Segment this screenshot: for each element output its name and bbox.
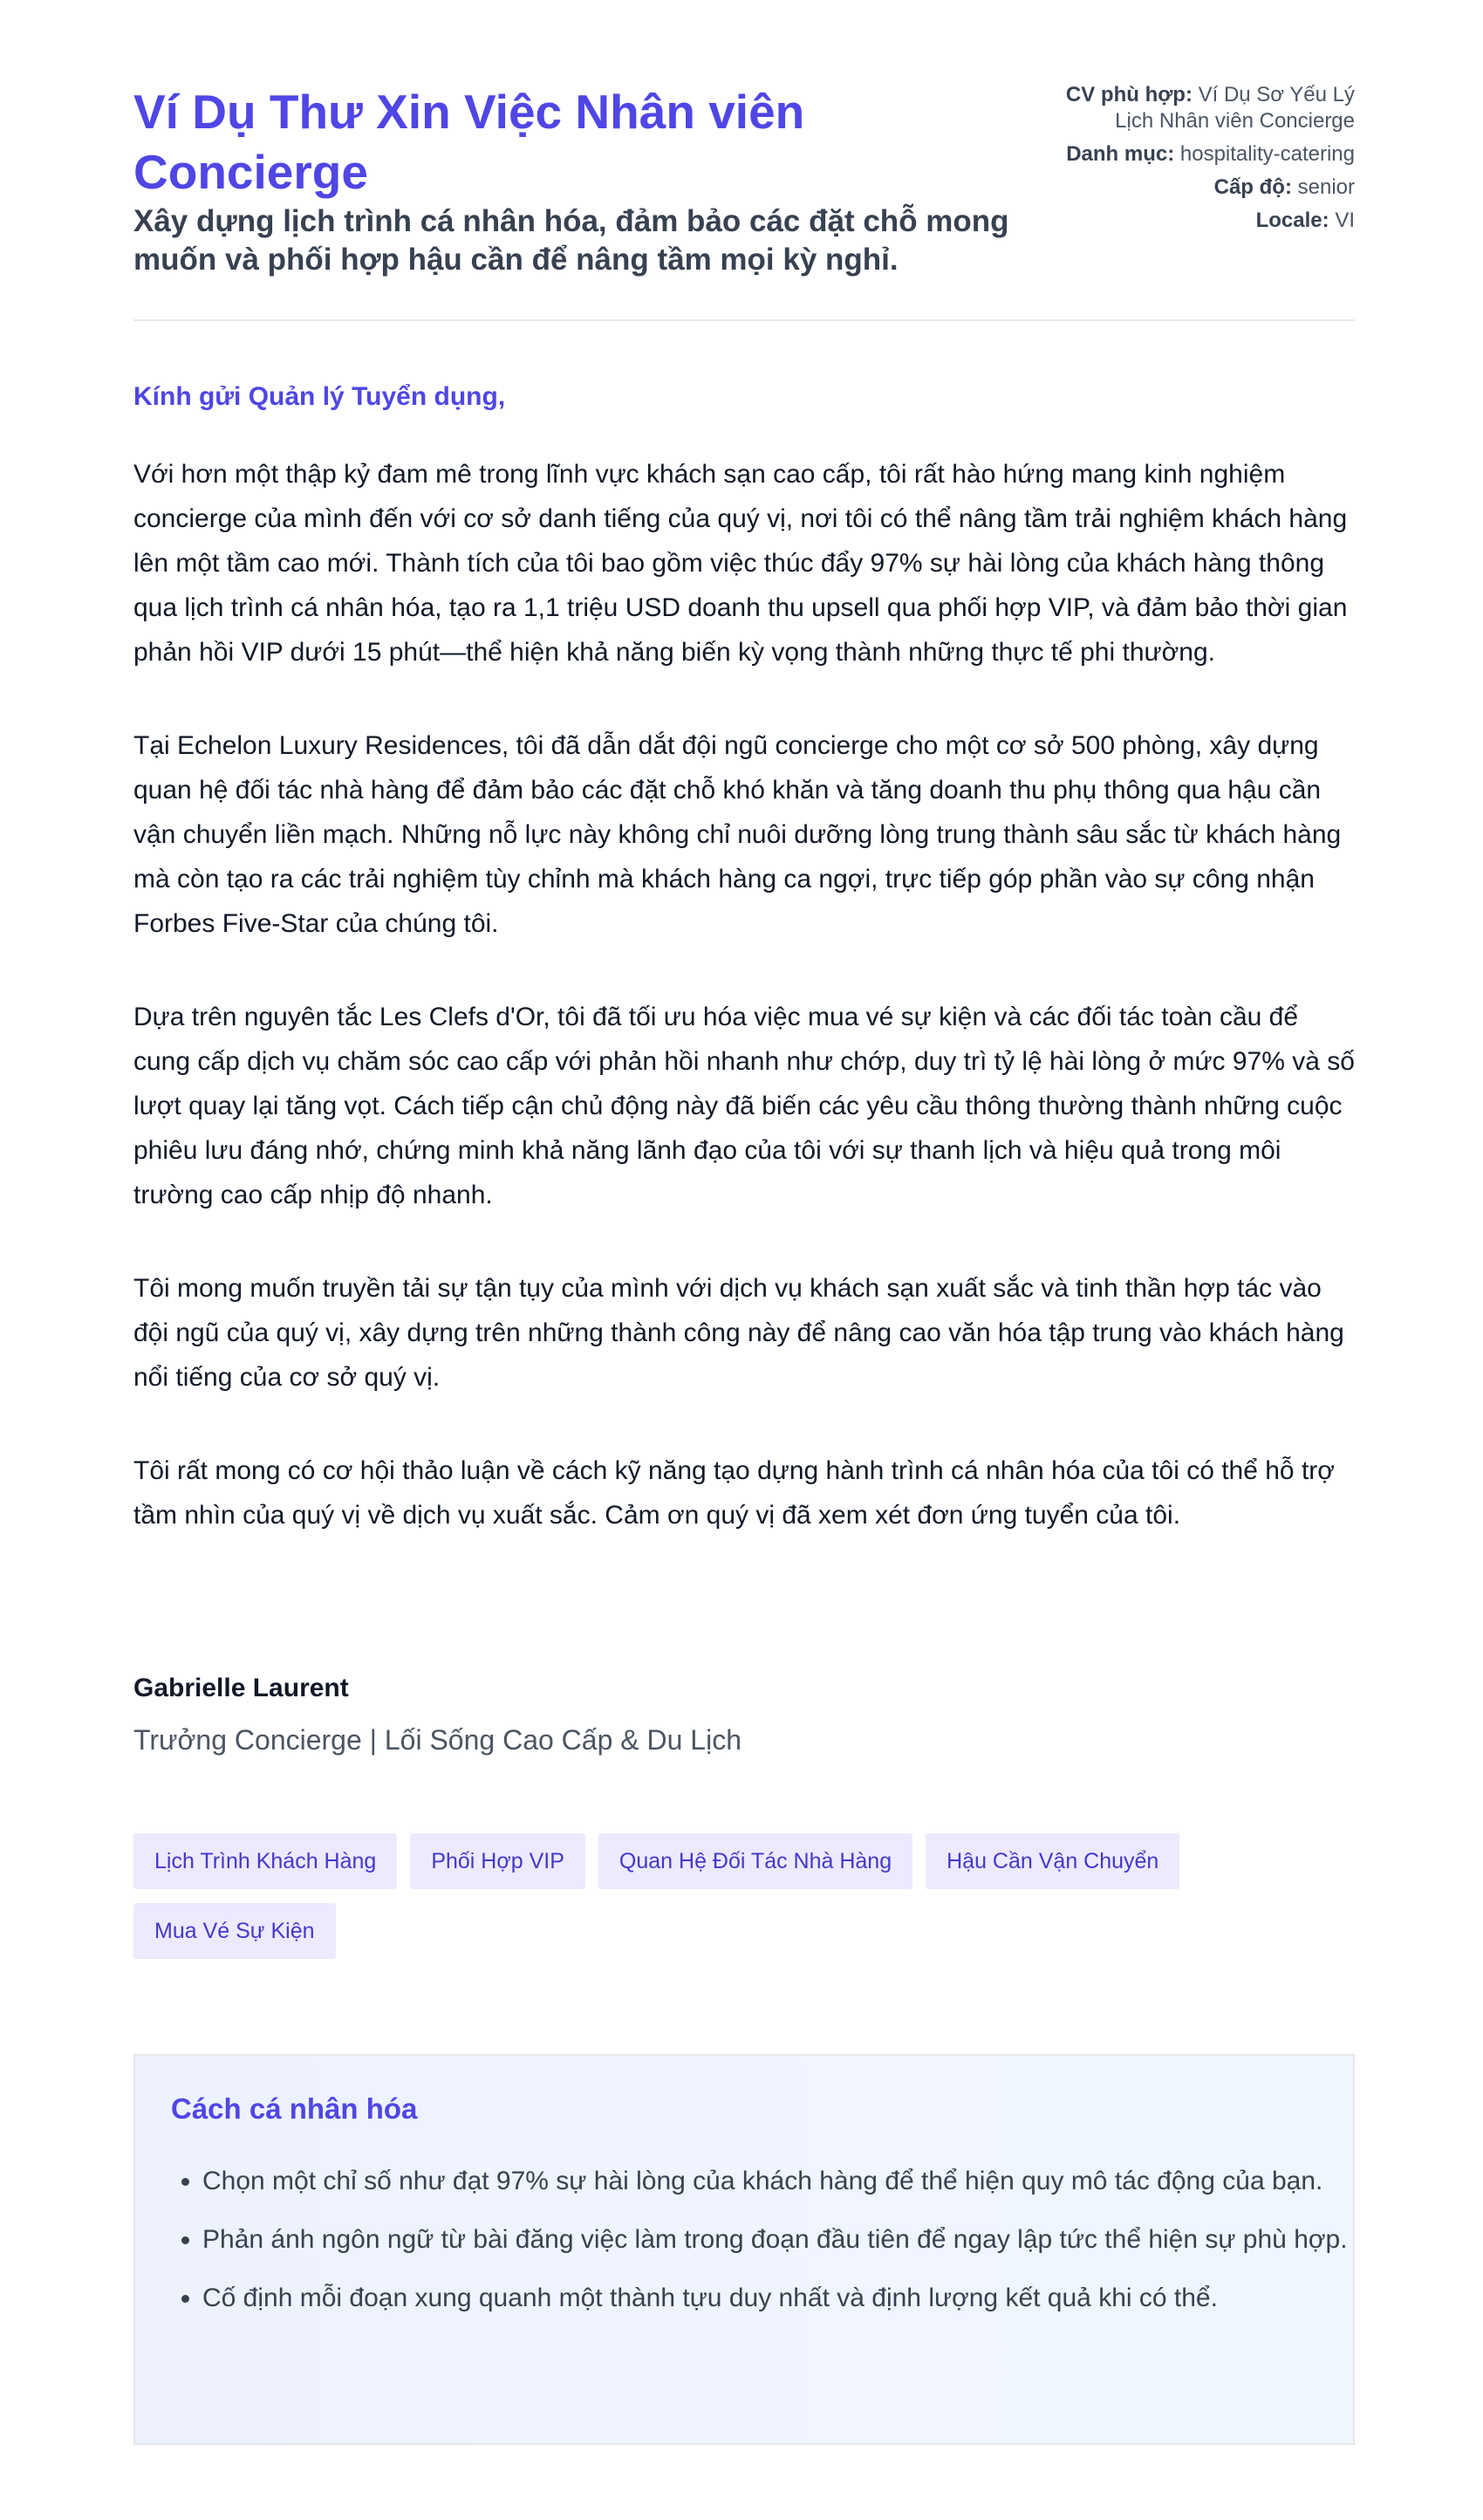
meta-level — [1041, 175, 1355, 201]
letter-paragraph: Tôi rất mong có cơ hội thảo luận về cách kỹ năng tạo dựng hành trình cá nhân hóa của tôi có thể hỗ trợ tầm nhìn của quý vị về dịch vụ xuất sắc. Cảm ơn quý vị đã xem xét đơn ứng tuyển của tôi. — [133, 1456, 1335, 1530]
meta-locale — [1041, 208, 1355, 234]
letter-paragraph: Dựa trên nguyên tắc Les Clefs d'Or, tôi đã tối ưu hóa việc mua vé sự kiện và các đối tác toàn cầu để cung cấp dịch vụ chăm sóc cao cấp với phản hồi nhanh như chớp, duy trì tỷ lệ hài lòng ở mức 97% và số lượt quay lại tăng vọt. Cách tiếp cận chủ động này đã biến các yêu cầu thông thường thành những cuộc phiêu lưu đáng nhớ, chứng minh khả năng lãnh đạo của tôi với sự thanh lịch và hiệu quả trong môi trường cao cấp nhịp độ nhanh. — [133, 1003, 1355, 1209]
skill-tag: Phối Hợp VIP — [410, 1833, 585, 1889]
meta-cv — [1041, 82, 1355, 134]
skill-tag: Mua Vé Sự Kiện — [133, 1903, 336, 1959]
meta-level-label: Cấp độ: — [1213, 175, 1292, 199]
meta-category-value: hospitality-catering — [1179, 142, 1355, 166]
meta-level-value: senior — [1297, 175, 1355, 199]
meta-category — [1041, 141, 1355, 168]
letter-paragraph: Tại Echelon Luxury Residences, tôi đã dẫn dắt đội ngũ concierge cho một cơ sở 500 phòng, xây dựng quan hệ đối tác nhà hàng để đảm bảo các đặt chỗ khó khăn và tăng doanh thu phụ thông qua hậu cần vận chuyển liền mạch. Những nỗ lực này không chỉ nuôi dưỡng lòng trung thành sâu sắc từ khách hàng mà còn tạo ra các trải nghiệm tùy chỉnh mà khách hàng ca ngợi, trực tiếp góp phần vào sự công nhận Forbes Five-Star của chúng tôi. — [133, 731, 1342, 938]
meta-cv-label: CV phù hợp: — [1065, 83, 1193, 106]
signature-name: Gabrielle Laurent — [133, 1674, 349, 1702]
meta-cv-value[interactable]: Ví Dụ Sơ Yếu Lý Lịch Nhân viên Concierge — [1115, 83, 1355, 133]
meta-locale-label: Locale: — [1255, 209, 1329, 232]
skill-tag: Quan Hệ Đối Tác Nhà Hàng — [598, 1833, 912, 1889]
skill-tag: Hậu Cần Vận Chuyển — [926, 1833, 1179, 1889]
meta-category-label: Danh mục: — [1066, 142, 1175, 166]
personalization-tips — [133, 2054, 1355, 2445]
signature-title: Trưởng Concierge | Lối Sống Cao Cấp & Du Lịch — [133, 1724, 742, 1756]
letter-greeting: Kính gửi Quản lý Tuyển dụng, — [133, 382, 506, 411]
page-header — [133, 82, 1355, 283]
meta-locale-value: VI — [1335, 209, 1355, 232]
tip-item: • Cố định mỗi đoạn xung quanh một thành tựu duy nhất và định lượng kết quả khi có thể. — [202, 2276, 1354, 2320]
skill-tags — [133, 1833, 1355, 1959]
letter-paragraph: Với hơn một thập kỷ đam mê trong lĩnh vực khách sạn cao cấp, tôi rất hào hứng mang kinh nghiệm concierge của mình đến với cơ sở danh tiếng của quý vị, nơi tôi có thể nâng tầm trải nghiệm khách hàng lên một tầm cao mới. Thành tích của tôi bao gồm việc thúc đẩy 97% sự hài lòng của khách hàng thông qua lịch trình cá nhân hóa, tạo ra 1,1 triệu USD doanh thu upsell qua phối hợp VIP, và đảm bảo thời gian phản hồi VIP dưới 15 phút—thể hiện khả năng biến kỳ vọng thành những thực tế phi thường. — [133, 460, 1348, 667]
letter-paragraph: Tôi mong muốn truyền tải sự tận tụy của mình với dịch vụ khách sạn xuất sắc và tinh thần hợp tác vào đội ngũ của quý vị, xây dựng trên những thành công này để nâng cao văn hóa tập trung vào khách hàng nổi tiếng của cơ sở quý vị. — [133, 1274, 1344, 1392]
header-divider — [133, 319, 1355, 321]
tips-title: Cách cá nhân hóa — [171, 2092, 418, 2125]
skill-tag: Lịch Trình Khách Hàng — [133, 1833, 397, 1889]
page-title: Ví Dụ Thư Xin Việc Nhân viên Concierge — [133, 85, 805, 199]
page-subtitle: Xây dựng lịch trình cá nhân hóa, đảm bảo các đặt chỗ mong muốn và phối hợp hậu cần để nâng tầm mọi kỳ nghỉ. — [133, 204, 1009, 277]
tip-item: • Phản ánh ngôn ngữ từ bài đăng việc làm trong đoạn đầu tiên để ngay lập tức thể hiện sự phù hợp. — [202, 2217, 1354, 2262]
tip-item: • Chọn một chỉ số như đạt 97% sự hài lòng của khách hàng để thể hiện quy mô tác động của bạn. — [202, 2159, 1354, 2203]
letter-body — [133, 452, 1355, 1586]
tips-list — [171, 2159, 1354, 2334]
meta-panel — [1041, 82, 1355, 241]
